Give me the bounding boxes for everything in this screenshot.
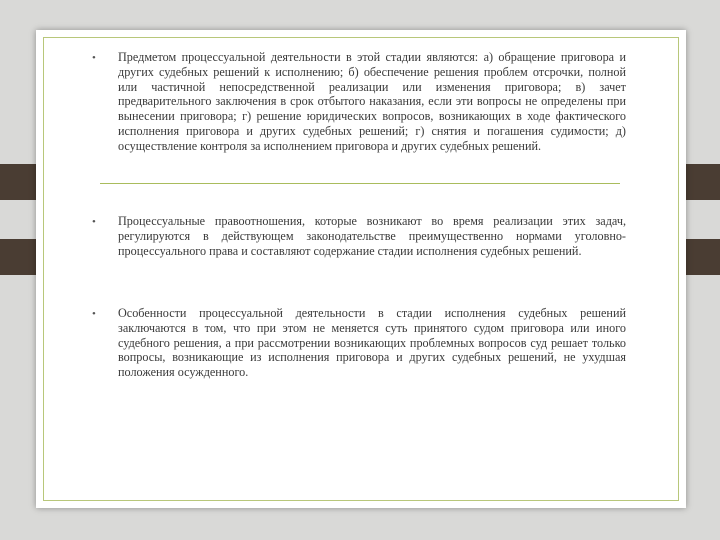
bullet-text: Процессуальные правоотношения, которые возникают во время реализации этих задач, регулируются в действующем законодательстве преимущественно нормами уголовно-процессуального права и составляют содержание стадии исполнения судебных решений. [118,214,626,258]
bullet-marker: • [92,308,96,320]
slide-card [36,30,686,508]
bullet-marker: • [92,52,96,64]
section-divider [100,183,620,184]
bullet-text: Предметом процессуальной деятельности в этой стадии являются: а) обращение приговора и других судебных решений к исполнению; б) обеспечение решения проблем отсрочки, полной или частичной непосредственной реализации или изменения приговора; в) зачет предварительного заключения в срок отбытого наказания, если эти вопросы не определены при вынесении приговора; г) решение юридических вопросов, возникающих в ходе фактического исполнения приговора и других судебных решений; г) снятия и погашения судимости; д) осуществление контроля за исполнением приговора и других судебных решений. [118,50,626,153]
bullet-marker: • [92,216,96,228]
bullet-text: Особенности процессуальной деятельности в стадии исполнения судебных решений заключаются в том, что при этом не меняется суть принятого судом приговора или иного судебного решения, а при рассмотрении возникающих проблемных вопросов суд решает только вопросы, возникающие из исполнения приговора и других судебных решений, не ухудшая положения осужденного. [118,306,626,380]
